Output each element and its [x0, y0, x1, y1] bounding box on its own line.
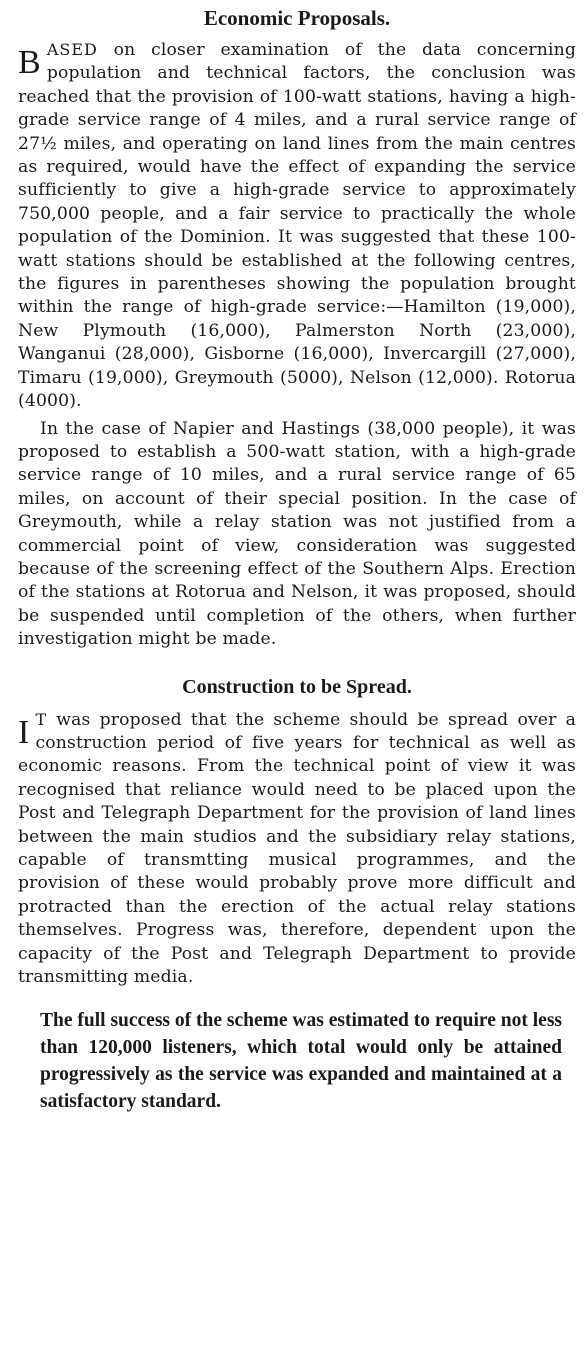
section-heading-economic-proposals: Economic Proposals.: [203, 6, 391, 30]
paragraph-economic-1-text: on closer examination of the data concerning population and technical factors, the conclusion was reached that the provision of 100-watt stations, having a high-grade service range of 4 miles, and a rural service range of 27½ miles, and operating on land lines from the main centres as required, would have the effect of expanding the service sufficiently to give a high-grade service to approximately 750,000 people, and a fair service to practically the whole population of the Dominion. It was suggested that these 100-watt stations should be established at the following centres, the figures in parentheses showing the population brought within the range of high-grade service:—Hamilton (19,000), New Plymouth (16,000), Palmerston North (23,000), Wanganui (28,000), Gisborne (16,000), Invercargill (27,000), Timaru (19,000), Greymouth (5000), Nelson (12,000). Rotorua (4000).: [18, 40, 576, 412]
section-heading-construction: Construction to be Spread.: [182, 675, 412, 698]
paragraph-economic-2: In the case of Napier and Hastings (38,000 people), it was proposed to establish a 500-watt station, with a high-grade service range of 10 miles, and a rural service range of 65 miles, on account of their special position. In the case of Greymouth, while a relay station was not justified from a commercial point of view, consideration was suggested because of the screening effect of the Southern Alps. Erection of the stations at Rotorua and Nelson, it was proposed, should be suspended until completion of the others, when further investigation might be made.: [18, 418, 576, 650]
drop-cap-i: I: [18, 713, 30, 751]
closing-bold-paragraph: The full success of the scheme was estimated to require not less than 120,000 listeners, which total would only be attained progressively as the service was expanded and maintained at a satisfactory standard.: [40, 1010, 562, 1113]
paragraph-economic-1: [18, 38, 576, 414]
paragraph-construction-1-text: was proposed that the scheme should be spread over a construction period of five years for technical as well as economic reasons. From the technical point of view it was recognised that reliance would need to be placed upon the Post and Telegraph Department for the provision of land lines between the main studios and the subsidiary relay stations, capable of transmtting musical programmes, and the provision of these would probably prove more difficult and protracted than the erection of the actual relay stations themselves. Progress was, therefore, dependent upon the capacity of the Post and Telegraph Department to provide transmitting media.: [18, 709, 576, 988]
paragraph-construction-1: [18, 708, 576, 990]
drop-cap-b: B: [18, 44, 41, 81]
small-caps-ased: ASED: [46, 40, 98, 59]
section-spacer: [18, 652, 576, 670]
small-caps-t: T: [35, 709, 48, 729]
